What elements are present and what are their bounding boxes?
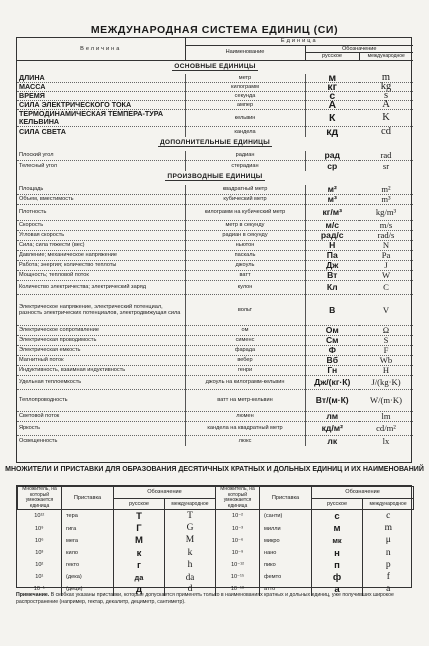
unit-name: кулон (185, 281, 305, 295)
prefix-multiplier: 10⁻² (216, 510, 260, 523)
unit-symbol-international: m (381, 71, 391, 83)
unit-quantity: Электрическое сопротивление (17, 326, 185, 336)
prefix-symbol-international: k (165, 547, 216, 559)
unit-symbol-russian: рад (324, 150, 340, 161)
unit-name: фарада (185, 346, 305, 356)
unit-symbol-russian: м² (327, 184, 337, 195)
unit-row (17, 436, 413, 446)
unit-name: люмен (185, 412, 305, 422)
unit-row (17, 346, 413, 356)
unit-row (17, 376, 413, 390)
prefix-symbol-international: μ (363, 535, 414, 547)
unit-name: радиан (185, 151, 305, 161)
unit-name: стерадиан (185, 161, 305, 171)
unit-name: ватт (185, 271, 305, 281)
unit-symbol-international: C (359, 281, 413, 295)
unit-quantity: Мощность; тепловой поток (17, 271, 185, 281)
units-table (16, 37, 412, 463)
unit-row (17, 390, 413, 412)
unit-row (17, 336, 413, 346)
prefix-name: кило (62, 547, 114, 559)
unit-name: джоуль (185, 261, 305, 271)
prefix-row (18, 535, 414, 547)
prefix-multiplier: 10⁻¹⁸ (216, 583, 260, 595)
prefix-header-prefix: Приставка (62, 487, 114, 510)
unit-symbol-russian: кг (305, 83, 359, 92)
section-header (17, 60, 413, 74)
unit-quantity: Скорость (17, 221, 185, 231)
unit-quantity: ТЕРМОДИНАМИЧЕСКАЯ ТЕМПЕРА-ТУРА КЕЛЬВИНА (17, 110, 185, 127)
prefix-symbol-russian: м (312, 523, 363, 535)
unit-row (17, 221, 413, 231)
unit-name: метр в секунду (185, 221, 305, 231)
unit-symbol-international: cd (359, 127, 413, 137)
unit-row (17, 241, 413, 251)
unit-symbol-international: sr (359, 161, 413, 171)
prefix-symbol-international: T (165, 510, 216, 523)
prefix-name: фемто (260, 571, 312, 583)
prefix-multiplier: 10⁻⁶ (216, 535, 260, 547)
unit-symbol-international: s (359, 92, 413, 101)
prefix-symbol-russian: ф (312, 571, 363, 583)
unit-name: люкс (185, 436, 305, 446)
header-unit: Единица (185, 38, 413, 45)
unit-name: кандела на квадратный метр (185, 422, 305, 436)
unit-symbol-russian: кг/м³ (305, 205, 359, 221)
section-title: ПРОИЗВОДНЫЕ ЕДИНИЦЫ (167, 173, 263, 181)
prefix-symbol-russian: к (114, 547, 165, 559)
unit-symbol-international: lx (359, 436, 413, 446)
unit-symbol-russian: См (305, 336, 359, 346)
prefix-name: (санти) (260, 510, 312, 523)
header-quantity: Величина (17, 38, 185, 60)
prefix-row (18, 523, 414, 535)
unit-row (17, 231, 413, 241)
unit-quantity: Плотность (17, 205, 185, 221)
header-designation: Обозначение (305, 45, 413, 53)
unit-symbol-russian: Ом (305, 326, 359, 336)
prefix-name: атто (260, 583, 312, 595)
unit-symbol-russian: Дж (305, 261, 359, 271)
unit-row (17, 326, 413, 336)
prefix-symbol-international: m (363, 523, 414, 535)
unit-symbol-russian: К (305, 110, 359, 127)
unit-symbol-russian: м³ (305, 195, 359, 205)
unit-quantity: Индуктивность, взаимная индуктивность (17, 366, 185, 376)
prefix-name: пико (260, 559, 312, 571)
unit-quantity: Давление; механическое напряжение (17, 251, 185, 261)
prefix-symbol-international: f (363, 571, 414, 583)
unit-symbol-international: Wb (359, 356, 413, 366)
unit-symbol-international: m/s (359, 221, 413, 231)
unit-name: паскаль (185, 251, 305, 261)
prefix-symbol-international: M (165, 535, 216, 547)
prefix-header-designation: Обозначение (114, 487, 216, 499)
unit-name: кандела (185, 127, 305, 137)
prefix-symbol-international: d (165, 583, 216, 595)
prefix-multiplier: 10⁻¹⁵ (216, 571, 260, 583)
prefix-symbol-international: n (363, 547, 414, 559)
unit-symbol-russian: В (305, 295, 359, 326)
unit-symbol-international: J (359, 261, 413, 271)
prefix-symbol-international: G (165, 523, 216, 535)
unit-symbol-international: lm (359, 412, 413, 422)
unit-symbol-international: W/(m·K) (359, 390, 413, 412)
prefix-symbol-russian: а (312, 583, 363, 595)
prefix-symbol-international: c (363, 510, 414, 523)
prefix-header-international: международное (165, 498, 216, 510)
prefix-header-russian-2: русское (312, 498, 363, 510)
unit-row (17, 161, 413, 171)
prefix-header-russian: русское (114, 498, 165, 510)
prefix-multiplier: 10⁶ (34, 537, 44, 544)
unit-quantity: Сила; сила тяжести (вес) (17, 241, 185, 251)
prefix-title: МНОЖИТЕЛИ И ПРИСТАВКИ ДЛЯ ОБРАЗОВАНИЯ ДЕСЯТИЧНЫХ КРАТНЫХ И ДОЛЬНЫХ ЕДИНИЦ И ИХ НАИМЕНОВАНИЙ (5, 466, 424, 473)
unit-symbol-international: kg/m³ (359, 205, 413, 221)
unit-name: ампер (185, 101, 305, 110)
unit-name: килограмм (185, 83, 305, 92)
unit-row (17, 295, 413, 326)
prefix-symbol-international: a (363, 583, 414, 595)
unit-symbol-international: V (359, 295, 413, 326)
section-title: ОСНОВНЫЕ ЕДИНИЦЫ (174, 63, 256, 71)
unit-quantity: Световой поток (17, 412, 185, 422)
unit-quantity: Площадь (19, 186, 44, 193)
footnote-text: В скобках указаны приставки, которые допускается применять только в наименованиях кратных и дольных единиц, уже получивших широкое распространение (например, гектар, декалитр, дециметр, сантиметр). (16, 592, 394, 605)
unit-name: радиан в секунду (185, 231, 305, 241)
unit-row (17, 205, 413, 221)
prefix-symbol-russian: с (312, 510, 363, 523)
prefix-header-international-2: международное (363, 498, 414, 510)
prefix-name: (дека) (62, 571, 114, 583)
unit-symbol-russian: рад/с (305, 231, 359, 241)
unit-row (17, 110, 413, 127)
unit-quantity: Телесный угол (17, 161, 185, 171)
prefix-row (18, 559, 414, 571)
header-international: международное (359, 53, 413, 61)
unit-row (17, 251, 413, 261)
unit-symbol-international: m³ (359, 195, 413, 205)
footnote-label: Примечание. (16, 592, 50, 598)
unit-quantity: Удельная теплоемкость (17, 376, 185, 390)
section-header (17, 171, 413, 185)
unit-quantity: Электрическое напряжение, электрический потенциал, разность электрических потенциалов, электродвижущая сила (17, 295, 185, 326)
unit-quantity: МАССА (17, 83, 185, 92)
unit-symbol-international: K (359, 110, 413, 127)
unit-row (17, 412, 413, 422)
unit-symbol-russian: Вб (305, 356, 359, 366)
prefix-symbol-russian: д (114, 583, 165, 595)
prefix-name: милли (260, 523, 312, 535)
unit-row (17, 83, 413, 92)
prefix-row (18, 547, 414, 559)
unit-symbol-international: Ω (359, 326, 413, 336)
unit-symbol-russian: Гн (305, 366, 359, 376)
prefix-body (18, 510, 414, 596)
prefix-name: микро (260, 535, 312, 547)
unit-name: генри (185, 366, 305, 376)
unit-symbol-russian: кд/м² (305, 422, 359, 436)
prefix-symbol-russian: мк (312, 535, 363, 547)
unit-quantity: ДЛИНА (19, 73, 45, 83)
unit-name: килограмм на кубический метр (185, 205, 305, 221)
unit-quantity: Работа; энергия; количество теплоты (17, 261, 185, 271)
unit-name: ом (185, 326, 305, 336)
unit-symbol-international: S (359, 336, 413, 346)
prefix-row (18, 510, 414, 523)
unit-symbol-russian: кд (305, 127, 359, 137)
unit-quantity: СИЛА ЭЛЕКТРИЧЕСКОГО ТОКА (17, 101, 185, 110)
unit-symbol-russian: с (305, 92, 359, 101)
prefix-symbol-russian: М (114, 535, 165, 547)
unit-symbol-russian: Вт (305, 271, 359, 281)
unit-row (17, 271, 413, 281)
unit-name: квадратный метр (185, 185, 305, 195)
unit-name: джоуль на килограмм-кельвин (185, 376, 305, 390)
prefix-symbol-russian: да (114, 571, 165, 583)
unit-symbol-russian: лм (305, 412, 359, 422)
section-title: ДОПОЛНИТЕЛЬНЫЕ ЕДИНИЦЫ (159, 139, 271, 147)
unit-name: секунда (185, 92, 305, 101)
unit-quantity: Освещенность (17, 436, 185, 446)
prefix-header-prefix-2: Приставка (260, 487, 312, 510)
unit-symbol-russian: м/с (305, 221, 359, 231)
unit-name: вебер (185, 356, 305, 366)
unit-symbol-russian: Н (305, 241, 359, 251)
prefix-name: гекто (62, 559, 114, 571)
prefix-multiplier: 10² (35, 561, 44, 568)
unit-quantity: ВРЕМЯ (17, 92, 185, 101)
unit-symbol-international: N (359, 241, 413, 251)
unit-name: вольт (185, 295, 305, 326)
prefix-name: (деци) (62, 583, 114, 595)
header-russian: русское (305, 53, 359, 61)
unit-symbol-international: H (359, 366, 413, 376)
unit-quantity: Электрическая проводимость (17, 336, 185, 346)
unit-row (17, 127, 413, 137)
unit-symbol-international: rad (380, 150, 392, 161)
section-header (17, 137, 413, 151)
units-body (17, 60, 413, 446)
page-title: МЕЖДУНАРОДНАЯ СИСТЕМА ЕДИНИЦ (СИ) (90, 24, 339, 36)
unit-row (17, 366, 413, 376)
unit-name: ватт на метр-кельвин (185, 390, 305, 412)
unit-row (17, 261, 413, 271)
unit-name: ньютон (185, 241, 305, 251)
unit-symbol-international: J/(kg·K) (359, 376, 413, 390)
prefix-row (18, 571, 414, 583)
unit-symbol-international: Pa (359, 251, 413, 261)
prefix-symbol-russian: г (114, 559, 165, 571)
prefix-multiplier: 10⁻⁹ (216, 547, 260, 559)
unit-row (17, 281, 413, 295)
unit-quantity: Угловая скорость (17, 231, 185, 241)
unit-name: сименс (185, 336, 305, 346)
unit-symbol-international: m² (381, 184, 391, 195)
unit-row (17, 356, 413, 366)
prefix-symbol-international: p (363, 559, 414, 571)
unit-symbol-russian: Ф (305, 346, 359, 356)
unit-symbol-russian: ср (305, 161, 359, 171)
prefix-name: нано (260, 547, 312, 559)
unit-quantity: Яркость (17, 422, 185, 436)
prefix-symbol-russian: Г (114, 523, 165, 535)
unit-quantity: СИЛА СВЕТА (17, 127, 185, 137)
prefix-symbol-international: h (165, 559, 216, 571)
prefix-symbol-russian: п (312, 559, 363, 571)
unit-row (17, 185, 413, 195)
unit-symbol-russian: лк (305, 436, 359, 446)
prefix-multiplier: 10¹ (35, 574, 44, 581)
unit-quantity: Количество электричества; электрический заряд (17, 281, 185, 295)
unit-symbol-russian: м (328, 71, 337, 84)
unit-quantity: Плоский угол (19, 152, 54, 159)
unit-name: кубический метр (185, 195, 305, 205)
prefix-header-designation-2: Обозначение (312, 487, 414, 499)
unit-symbol-russian: Па (305, 251, 359, 261)
prefix-multiplier: 10¹² (34, 513, 45, 520)
prefix-symbol-russian: Т (114, 510, 165, 523)
prefix-multiplier: 10⁹ (34, 525, 44, 532)
unit-row (17, 195, 413, 205)
prefix-multiplier: 10⁻¹² (216, 559, 260, 571)
prefix-multiplier: 10⁻¹ (33, 586, 45, 593)
prefix-name: тера (62, 510, 114, 523)
unit-quantity: Объем, вместимость (17, 195, 185, 205)
prefix-symbol-russian: н (312, 547, 363, 559)
unit-symbol-international: A (359, 101, 413, 110)
unit-row (17, 422, 413, 436)
unit-name: кельвин (185, 110, 305, 127)
footnote (16, 592, 416, 606)
unit-symbol-international: cd/m² (359, 422, 413, 436)
unit-row (17, 74, 413, 83)
unit-symbol-russian: Кл (305, 281, 359, 295)
unit-symbol-russian: Дж/(кг·К) (305, 376, 359, 390)
unit-symbol-international: W (359, 271, 413, 281)
unit-symbol-international: F (359, 346, 413, 356)
prefix-header-multiplier: Множитель, на который умножается единица (18, 487, 62, 510)
unit-symbol-international: rad/s (359, 231, 413, 241)
unit-quantity: Электрическая емкость (17, 346, 185, 356)
unit-quantity: Теплопроводность (17, 390, 185, 412)
unit-symbol-international: kg (359, 83, 413, 92)
prefix-name: гига (62, 523, 114, 535)
prefix-name: мега (62, 535, 114, 547)
unit-symbol-russian: А (305, 101, 359, 110)
unit-symbol-russian: Вт/(м·К) (305, 390, 359, 412)
prefix-symbol-international: da (165, 571, 216, 583)
unit-name: метр (185, 74, 305, 83)
prefix-multiplier: 10⁻³ (216, 523, 260, 535)
prefix-multiplier: 10³ (35, 549, 44, 556)
unit-row (17, 151, 413, 161)
unit-quantity: Магнитный поток (17, 356, 185, 366)
prefix-header-multiplier-2: Множитель, на который умножается единица (216, 487, 260, 510)
header-name: Наименование (185, 45, 305, 60)
